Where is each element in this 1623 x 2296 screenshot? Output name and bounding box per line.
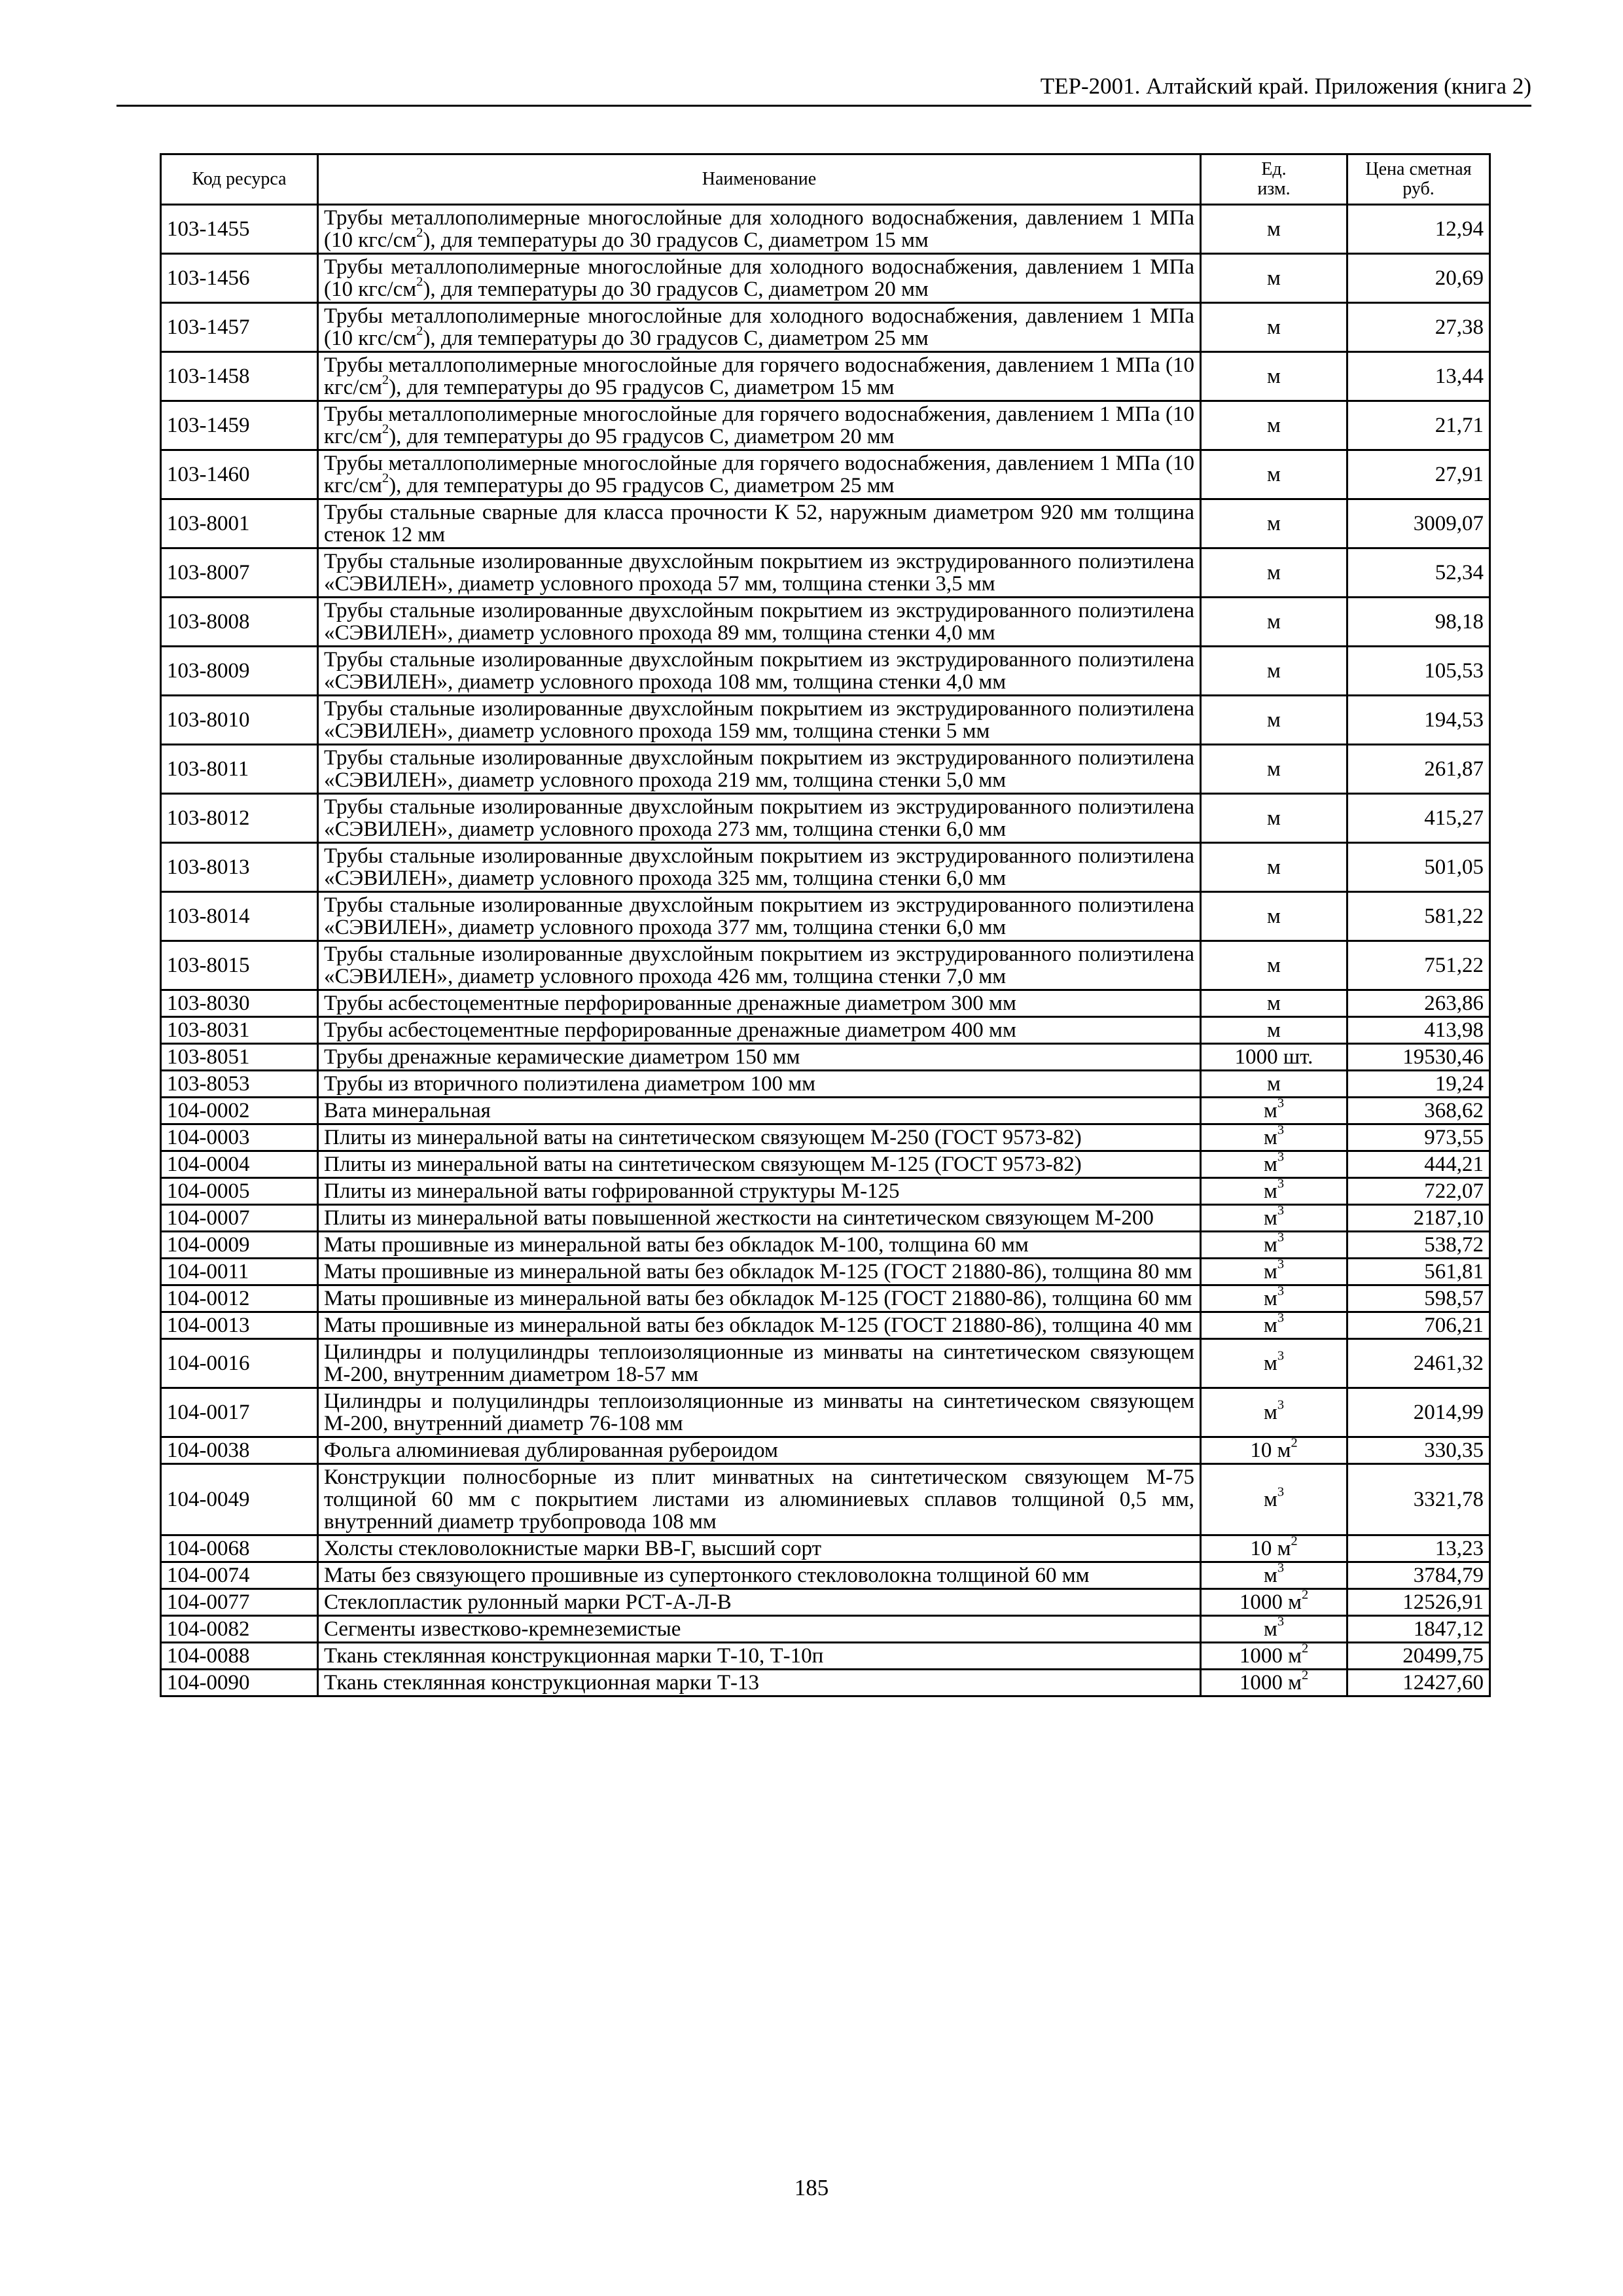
table-row: [161, 1151, 1490, 1178]
resource-name: Маты прошивные из минеральной ваты без обкладок М-125 (ГОСТ 21880-86), толщина 40 мм: [318, 1312, 1201, 1339]
resource-name: Трубы стальные изолированные двухслойным покрытием из экструдированного полиэтилена «СЭВИЛЕН», диаметр условного прохода 426 мм, толщина стенки 7,0 мм: [318, 941, 1201, 990]
resource-price: 261,87: [1347, 745, 1490, 794]
resource-name: Трубы стальные изолированные двухслойным покрытием из экструдированного полиэтилена «СЭВИЛЕН», диаметр условного прохода 377 мм, толщина стенки 6,0 мм: [318, 892, 1201, 941]
resource-price: 538,72: [1347, 1232, 1490, 1259]
resource-name: Трубы металлополимерные многослойные для горячего водоснабжения, давлением 1 МПа (10 кгс/$см^2$), для температуры до 95 градусов С, диаметром 20 мм: [318, 401, 1201, 450]
resource-unit: $м^3$: [1201, 1205, 1347, 1232]
resource-name: Трубы стальные изолированные двухслойным покрытием из экструдированного полиэтилена «СЭВИЛЕН», диаметр условного прохода 325 мм, толщина стенки 6,0 мм: [318, 843, 1201, 892]
table-row: [161, 1616, 1490, 1643]
resource-code: 104-0077: [161, 1589, 318, 1616]
resource-unit: м: [1201, 598, 1347, 647]
resource-unit: $м^3$: [1201, 1464, 1347, 1535]
resource-name: Стеклопластик рулонный марки РСТ-А-Л-В: [318, 1589, 1201, 1616]
resource-name: Плиты из минеральной ваты на синтетическом связующем М-250 (ГОСТ 9573-82): [318, 1124, 1201, 1151]
resource-unit: м: [1201, 303, 1347, 352]
resource-unit: м: [1201, 1071, 1347, 1098]
resource-unit: м: [1201, 205, 1347, 254]
resource-name: Сегменты известково-кремнеземистые: [318, 1616, 1201, 1643]
table-row: [161, 1670, 1490, 1696]
resource-name: Трубы металлополимерные многослойные для горячего водоснабжения, давлением 1 МПа (10 кгс/$см^2$), для температуры до 95 градусов С, диаметром 25 мм: [318, 450, 1201, 499]
table-row: [161, 745, 1490, 794]
resource-price: 13,44: [1347, 352, 1490, 401]
resource-code: 104-0016: [161, 1339, 318, 1388]
resource-code: 103-1460: [161, 450, 318, 499]
resource-code: 103-8051: [161, 1044, 318, 1071]
resource-unit: 10 $м^2$: [1201, 1535, 1347, 1562]
resource-price: 561,81: [1347, 1259, 1490, 1285]
resource-code: 104-0004: [161, 1151, 318, 1178]
resource-code: 104-0038: [161, 1437, 318, 1464]
table-row: [161, 303, 1490, 352]
table-row: [161, 1124, 1490, 1151]
table-row: [161, 1589, 1490, 1616]
table-row: [161, 1339, 1490, 1388]
resource-price: 2187,10: [1347, 1205, 1490, 1232]
resource-name: Трубы стальные сварные для класса прочности К 52, наружным диаметром 920 мм толщина стенок 12 мм: [318, 499, 1201, 548]
resource-unit: 10 $м^2$: [1201, 1437, 1347, 1464]
table-row: [161, 843, 1490, 892]
table-row: [161, 254, 1490, 303]
resource-price: 20499,75: [1347, 1643, 1490, 1670]
resource-code: 103-8015: [161, 941, 318, 990]
resource-unit: м: [1201, 843, 1347, 892]
resource-price: 413,98: [1347, 1017, 1490, 1044]
table-row: [161, 892, 1490, 941]
table-row: [161, 499, 1490, 548]
table-row: [161, 1071, 1490, 1098]
table-row: [161, 990, 1490, 1017]
resource-price: 368,62: [1347, 1098, 1490, 1124]
resource-price: 2014,99: [1347, 1388, 1490, 1437]
resource-code: 103-8007: [161, 548, 318, 598]
resource-name: Вата минеральная: [318, 1098, 1201, 1124]
table-row: [161, 1388, 1490, 1437]
resource-code: 104-0090: [161, 1670, 318, 1696]
resource-name: Маты прошивные из минеральной ваты без обкладок М-125 (ГОСТ 21880-86), толщина 60 мм: [318, 1285, 1201, 1312]
running-header: [116, 73, 1531, 107]
resource-name: Трубы стальные изолированные двухслойным покрытием из экструдированного полиэтилена «СЭВИЛЕН», диаметр условного прохода 108 мм, толщина стенки 4,0 мм: [318, 647, 1201, 696]
resource-unit: $м^3$: [1201, 1178, 1347, 1205]
table-row: [161, 548, 1490, 598]
resource-price: 12526,91: [1347, 1589, 1490, 1616]
resource-price: 3321,78: [1347, 1464, 1490, 1535]
resource-code: 103-8008: [161, 598, 318, 647]
resource-price: 105,53: [1347, 647, 1490, 696]
table-row: [161, 1312, 1490, 1339]
table-row: [161, 352, 1490, 401]
resource-code: 104-0003: [161, 1124, 318, 1151]
resource-name: Конструкции полносборные из плит минватных на синтетическом связующем М-75 толщиной 60 мм с покрытием листами из алюминиевых сплавов толщиной 0,5 мм, внутренний диаметр трубопровода 108 мм: [318, 1464, 1201, 1535]
table-row: [161, 647, 1490, 696]
resource-name: Плиты из минеральной ваты повышенной жесткости на синтетическом связующем М-200: [318, 1205, 1201, 1232]
resource-code: 104-0082: [161, 1616, 318, 1643]
resource-price: 263,86: [1347, 990, 1490, 1017]
table-row: [161, 696, 1490, 745]
resource-price: 973,55: [1347, 1124, 1490, 1151]
resource-code: 104-0012: [161, 1285, 318, 1312]
table-row: [161, 1178, 1490, 1205]
resource-code: 103-8001: [161, 499, 318, 548]
resource-price: 19,24: [1347, 1071, 1490, 1098]
resource-price: 19530,46: [1347, 1044, 1490, 1071]
resource-code: 103-1459: [161, 401, 318, 450]
table-header-row: [161, 154, 1490, 205]
resource-unit: 1000 $м^2$: [1201, 1670, 1347, 1696]
resource-name: Трубы из вторичного полиэтилена диаметром 100 мм: [318, 1071, 1201, 1098]
resource-price: 415,27: [1347, 794, 1490, 843]
resource-code: 103-8012: [161, 794, 318, 843]
resource-name: Трубы асбестоцементные перфорированные дренажные диаметром 400 мм: [318, 1017, 1201, 1044]
resource-price: 3009,07: [1347, 499, 1490, 548]
resource-code: 103-8010: [161, 696, 318, 745]
table-row: [161, 1562, 1490, 1589]
resource-price: 13,23: [1347, 1535, 1490, 1562]
resource-code: 104-0088: [161, 1643, 318, 1670]
header-price: Цена сметная руб.: [1347, 154, 1490, 205]
resource-unit: м: [1201, 352, 1347, 401]
resource-unit: м: [1201, 745, 1347, 794]
table-row: [161, 1464, 1490, 1535]
resource-price: 444,21: [1347, 1151, 1490, 1178]
resource-code: 104-0009: [161, 1232, 318, 1259]
resource-name: Трубы стальные изолированные двухслойным покрытием из экструдированного полиэтилена «СЭВИЛЕН», диаметр условного прохода 57 мм, толщина стенки 3,5 мм: [318, 548, 1201, 598]
resource-unit: м: [1201, 548, 1347, 598]
resource-name: Маты прошивные из минеральной ваты без обкладок М-125 (ГОСТ 21880-86), толщина 80 мм: [318, 1259, 1201, 1285]
resource-code: 104-0074: [161, 1562, 318, 1589]
resource-unit: $м^3$: [1201, 1562, 1347, 1589]
resource-code: 104-0007: [161, 1205, 318, 1232]
table-row: [161, 1535, 1490, 1562]
resource-name: Плиты из минеральной ваты на синтетическом связующем М-125 (ГОСТ 9573-82): [318, 1151, 1201, 1178]
resource-name: Ткань стеклянная конструкционная марки Т-10, Т-10п: [318, 1643, 1201, 1670]
table-row: [161, 1285, 1490, 1312]
table-row: [161, 1643, 1490, 1670]
table-body: [161, 205, 1490, 1696]
resource-unit: $м^3$: [1201, 1098, 1347, 1124]
resource-unit: м: [1201, 696, 1347, 745]
resource-code: 103-8030: [161, 990, 318, 1017]
header-name: Наименование: [318, 154, 1201, 205]
resource-unit: 1000 $м^2$: [1201, 1643, 1347, 1670]
header-code: Код ресурса: [161, 154, 318, 205]
table-row: [161, 598, 1490, 647]
table-row: [161, 450, 1490, 499]
table-row: [161, 1098, 1490, 1124]
resource-name: Трубы асбестоцементные перфорированные дренажные диаметром 300 мм: [318, 990, 1201, 1017]
table-row: [161, 1044, 1490, 1071]
resource-name: Трубы стальные изолированные двухслойным покрытием из экструдированного полиэтилена «СЭВИЛЕН», диаметр условного прохода 273 мм, толщина стенки 6,0 мм: [318, 794, 1201, 843]
resource-code: 104-0068: [161, 1535, 318, 1562]
resource-unit: м: [1201, 450, 1347, 499]
resource-price: 98,18: [1347, 598, 1490, 647]
resource-name: Трубы стальные изолированные двухслойным покрытием из экструдированного полиэтилена «СЭВИЛЕН», диаметр условного прохода 219 мм, толщина стенки 5,0 мм: [318, 745, 1201, 794]
resource-name: Трубы металлополимерные многослойные для холодного водоснабжения, давлением 1 МПа (10 кгс/$см^2$), для температуры до 30 градусов С, диаметром 15 мм: [318, 205, 1201, 254]
resource-code: 103-1456: [161, 254, 318, 303]
resource-name: Фольга алюминиевая дублированная рубероидом: [318, 1437, 1201, 1464]
resource-price: 330,35: [1347, 1437, 1490, 1464]
resource-price: 12427,60: [1347, 1670, 1490, 1696]
table-row: [161, 1232, 1490, 1259]
resource-unit: $м^3$: [1201, 1616, 1347, 1643]
resource-code: 103-1455: [161, 205, 318, 254]
table-row: [161, 1205, 1490, 1232]
resource-unit: м: [1201, 794, 1347, 843]
resource-code: 104-0013: [161, 1312, 318, 1339]
resource-unit: $м^3$: [1201, 1339, 1347, 1388]
resource-price: 194,53: [1347, 696, 1490, 745]
resource-price: 501,05: [1347, 843, 1490, 892]
resource-code: 103-1458: [161, 352, 318, 401]
resource-price: 706,21: [1347, 1312, 1490, 1339]
resource-name: Трубы стальные изолированные двухслойным покрытием из экструдированного полиэтилена «СЭВИЛЕН», диаметр условного прохода 159 мм, толщина стенки 5 мм: [318, 696, 1201, 745]
table-row: [161, 1437, 1490, 1464]
resource-price-table: [160, 153, 1491, 1697]
resource-price: 2461,32: [1347, 1339, 1490, 1388]
resource-price: 1847,12: [1347, 1616, 1490, 1643]
resource-name: Трубы металлополимерные многослойные для холодного водоснабжения, давлением 1 МПа (10 кгс/$см^2$), для температуры до 30 градусов С, диаметром 20 мм: [318, 254, 1201, 303]
resource-code: 103-8031: [161, 1017, 318, 1044]
page-number: 185: [794, 2175, 829, 2200]
resource-name: Холсты стекловолокнистые марки ВВ-Г, высший сорт: [318, 1535, 1201, 1562]
resource-code: 103-8053: [161, 1071, 318, 1098]
resource-price: 21,71: [1347, 401, 1490, 450]
resource-code: 104-0017: [161, 1388, 318, 1437]
resource-name: Трубы стальные изолированные двухслойным покрытием из экструдированного полиэтилена «СЭВИЛЕН», диаметр условного прохода 89 мм, толщина стенки 4,0 мм: [318, 598, 1201, 647]
resource-price: 598,57: [1347, 1285, 1490, 1312]
resource-price: 722,07: [1347, 1178, 1490, 1205]
resource-unit: $м^3$: [1201, 1124, 1347, 1151]
resource-name: Трубы металлополимерные многослойные для горячего водоснабжения, давлением 1 МПа (10 кгс/$см^2$), для температуры до 95 градусов С, диаметром 15 мм: [318, 352, 1201, 401]
resource-code: 103-1457: [161, 303, 318, 352]
resource-name: Ткань стеклянная конструкционная марки Т-13: [318, 1670, 1201, 1696]
header-unit: Ед. изм.: [1201, 154, 1347, 205]
resource-code: 103-8014: [161, 892, 318, 941]
resource-price: 52,34: [1347, 548, 1490, 598]
resource-code: 104-0005: [161, 1178, 318, 1205]
table-row: [161, 1017, 1490, 1044]
resource-unit: м: [1201, 647, 1347, 696]
resource-unit: м: [1201, 941, 1347, 990]
table-row: [161, 205, 1490, 254]
table-row: [161, 794, 1490, 843]
resource-unit: $м^3$: [1201, 1312, 1347, 1339]
resource-code: 103-8011: [161, 745, 318, 794]
resource-price: 12,94: [1347, 205, 1490, 254]
resource-price: 27,91: [1347, 450, 1490, 499]
resource-name: Трубы дренажные керамические диаметром 150 мм: [318, 1044, 1201, 1071]
resource-name: Маты без связующего прошивные из супертонкого стекловолокна толщиной 60 мм: [318, 1562, 1201, 1589]
resource-unit: м: [1201, 892, 1347, 941]
resource-code: 103-8009: [161, 647, 318, 696]
resource-unit: $м^3$: [1201, 1388, 1347, 1437]
resource-price: 27,38: [1347, 303, 1490, 352]
resource-code: 104-0011: [161, 1259, 318, 1285]
resource-unit: м: [1201, 1017, 1347, 1044]
resource-price: 751,22: [1347, 941, 1490, 990]
resource-name: Цилиндры и полуцилиндры теплоизоляционные из минваты на синтетическом связующем М-200, внутренним диаметром 18-57 мм: [318, 1339, 1201, 1388]
resource-unit: $м^3$: [1201, 1285, 1347, 1312]
resource-price: 581,22: [1347, 892, 1490, 941]
resource-unit: м: [1201, 499, 1347, 548]
resource-name: Трубы металлополимерные многослойные для холодного водоснабжения, давлением 1 МПа (10 кгс/$см^2$), для температуры до 30 градусов С, диаметром 25 мм: [318, 303, 1201, 352]
document-title: ТЕР-2001. Алтайский край. Приложения (книга 2): [1040, 73, 1531, 99]
resource-price: 20,69: [1347, 254, 1490, 303]
resource-name: Маты прошивные из минеральной ваты без обкладок М-100, толщина 60 мм: [318, 1232, 1201, 1259]
resource-unit: 1000 $м^2$: [1201, 1589, 1347, 1616]
resource-code: 103-8013: [161, 843, 318, 892]
resource-name: Плиты из минеральной ваты гофрированной структуры М-125: [318, 1178, 1201, 1205]
resource-unit: м: [1201, 254, 1347, 303]
table-row: [161, 1259, 1490, 1285]
resource-unit: $м^3$: [1201, 1151, 1347, 1178]
resource-unit: м: [1201, 401, 1347, 450]
table-row: [161, 401, 1490, 450]
resource-code: 104-0002: [161, 1098, 318, 1124]
table-row: [161, 941, 1490, 990]
resource-price: 3784,79: [1347, 1562, 1490, 1589]
resource-code: 104-0049: [161, 1464, 318, 1535]
resource-unit: 1000 шт.: [1201, 1044, 1347, 1071]
resource-name: Цилиндры и полуцилиндры теплоизоляционные из минваты на синтетическом связующем М-200, внутренний диаметр 76-108 мм: [318, 1388, 1201, 1437]
resource-unit: $м^3$: [1201, 1232, 1347, 1259]
resource-unit: м: [1201, 990, 1347, 1017]
resource-unit: $м^3$: [1201, 1259, 1347, 1285]
